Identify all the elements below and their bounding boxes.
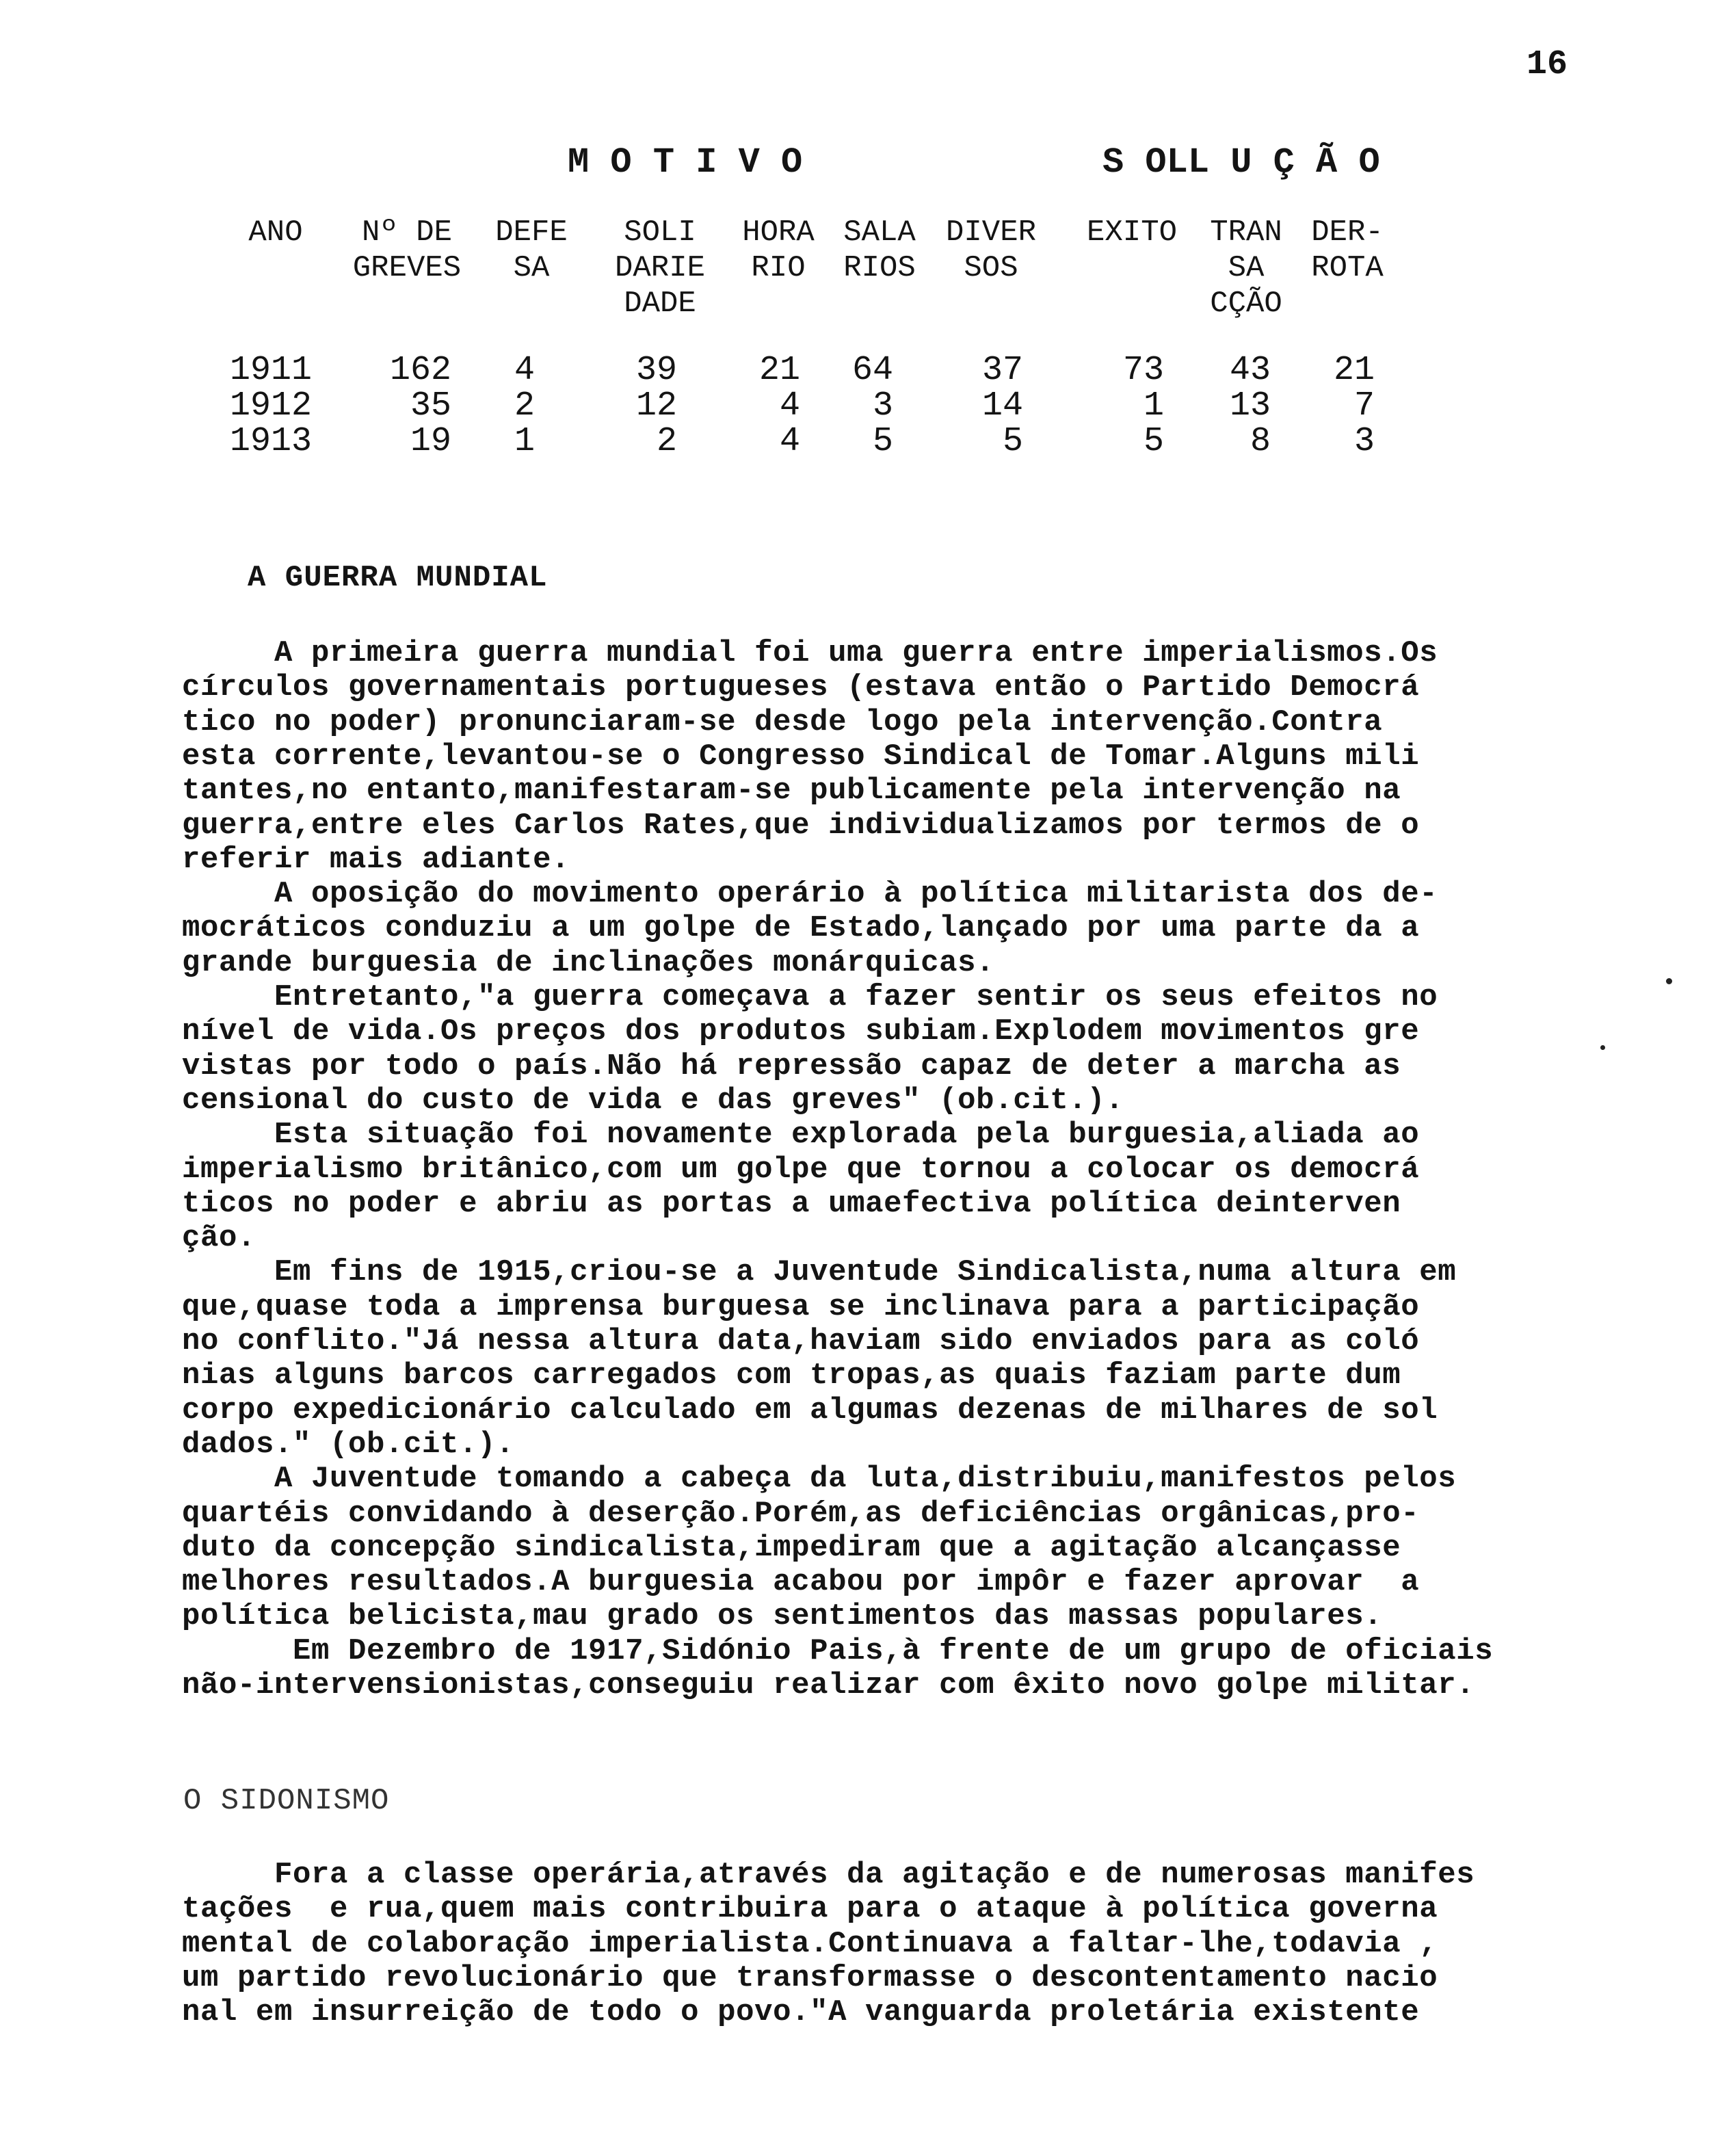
page-number: 16 bbox=[1527, 45, 1568, 84]
strikes-table bbox=[0, 0, 1718, 492]
table-cell: 37 bbox=[981, 351, 1023, 390]
text-line: que,quase toda a imprensa burguesa se inclinava para a participação bbox=[182, 1289, 1420, 1324]
text-line: A Juventude tomando a cabeça da luta,distribuiu,manifestos pelos bbox=[182, 1462, 1457, 1497]
section-heading: A GUERRA MUNDIAL bbox=[248, 561, 548, 595]
table-cell: 4 bbox=[779, 422, 800, 461]
table-cell: 7 bbox=[1353, 386, 1375, 425]
text-line: não-intervensionistas,conseguiu realizar com êxito novo golpe militar. bbox=[182, 1668, 1475, 1703]
text-line: política belicista,mau grado os sentimentos das massas populares. bbox=[182, 1599, 1383, 1634]
table-cell: 1 bbox=[1143, 386, 1164, 425]
motivo-header: M O T I V O bbox=[568, 142, 803, 183]
table-cell: 73 bbox=[1122, 351, 1164, 390]
table-cell: 5 bbox=[1002, 422, 1023, 461]
table-cell: 1913 bbox=[230, 422, 313, 461]
column-header: DIVER SOS bbox=[945, 215, 1037, 285]
text-line: censional do custo de vida e das greves" (ob.cit.). bbox=[182, 1083, 1124, 1118]
text-line: mocráticos conduziu a um golpe de Estado,lançado por uma parte da a bbox=[182, 911, 1420, 946]
text-line: referir mais adiante. bbox=[182, 842, 570, 877]
text-line: dados." (ob.cit.). bbox=[182, 1427, 515, 1462]
solucao-header: S OLL U Ç Ã O bbox=[1102, 142, 1380, 183]
text-line: grande burguesia de inclinações monárquicas. bbox=[182, 945, 995, 980]
text-line: A primeira guerra mundial foi uma guerra entre imperialismos.Os bbox=[182, 636, 1438, 670]
column-header: HORA RIO bbox=[742, 215, 815, 285]
table-cell: 3 bbox=[1353, 422, 1375, 461]
text-line: duto da concepção sindicalista,impediram que a agitação alcançasse bbox=[182, 1530, 1401, 1565]
column-header: DEFE SA bbox=[495, 215, 568, 285]
text-line: vistas por todo o país.Não há repressão capaz de deter a marcha as bbox=[182, 1049, 1401, 1083]
table-cell: 3 bbox=[872, 386, 893, 425]
text-line: A oposição do movimento operário à política militarista dos de- bbox=[182, 877, 1438, 912]
text-line: ticos no poder e abriu as portas a umaefectiva política deinterven bbox=[182, 1186, 1401, 1221]
table-cell: 14 bbox=[981, 386, 1023, 425]
text-line: guerra,entre eles Carlos Rates,que individualizamos por termos de o bbox=[182, 808, 1420, 843]
table-row bbox=[0, 386, 1718, 425]
table-cell: 1912 bbox=[230, 386, 313, 425]
text-line: nias alguns barcos carregados com tropas,as quais faziam parte dum bbox=[182, 1358, 1401, 1393]
text-line: Em fins de 1915,criou-se a Juventude Sindicalista,numa altura em bbox=[182, 1255, 1457, 1290]
text-line: ção. bbox=[182, 1221, 256, 1256]
table-cell: 43 bbox=[1229, 351, 1271, 390]
text-line: imperialismo britânico,com um golpe que tornou a colocar os democrá bbox=[182, 1152, 1420, 1187]
table-cell: 64 bbox=[851, 351, 893, 390]
table-cell: 12 bbox=[635, 386, 677, 425]
table-cell: 4 bbox=[514, 351, 535, 390]
section-heading: O SIDONISMO bbox=[183, 1784, 390, 1818]
text-line: mental de colaboração imperialista.Continuava a faltar-lhe,todavia , bbox=[182, 1926, 1438, 1961]
text-line: nal em insurreição de todo o povo."A vanguarda proletária existente bbox=[182, 1995, 1420, 2030]
text-line: nível de vida.Os preços dos produtos subiam.Explodem movimentos gre bbox=[182, 1014, 1420, 1049]
table-cell: 19 bbox=[410, 422, 451, 461]
paper-speck bbox=[1600, 1045, 1605, 1050]
text-line: corpo expedicionário calculado em algumas dezenas de milhares de sol bbox=[182, 1393, 1438, 1428]
table-cell: 35 bbox=[410, 386, 451, 425]
table-cell: 162 bbox=[389, 351, 451, 390]
paper-speck bbox=[1666, 978, 1672, 984]
text-line: quartéis convidando à deserção.Porém,as deficiências orgânicas,pro- bbox=[182, 1496, 1420, 1531]
text-line: tico no poder) pronunciaram-se desde logo pela intervenção.Contra bbox=[182, 705, 1383, 739]
text-line: Esta situação foi novamente explorada pela burguesia,aliada ao bbox=[182, 1118, 1420, 1153]
table-row bbox=[0, 353, 1718, 389]
table-cell: 1911 bbox=[230, 351, 313, 390]
text-line: melhores resultados.A burguesia acabou por impôr e fazer aprovar a bbox=[182, 1565, 1420, 1600]
table-row bbox=[0, 424, 1718, 460]
column-header: DER- ROTA bbox=[1311, 215, 1384, 285]
text-line: no conflito."Já nessa altura data,haviam sido enviados para as coló bbox=[182, 1324, 1420, 1358]
table-cell: 21 bbox=[758, 351, 800, 390]
column-header: SALA RIOS bbox=[843, 215, 916, 285]
table-cell: 2 bbox=[656, 422, 677, 461]
text-line: Em Dezembro de 1917,Sidónio Pais,à frente de um grupo de oficiais bbox=[182, 1633, 1494, 1668]
column-header: ANO bbox=[248, 215, 303, 250]
text-line: Entretanto,"a guerra começava a fazer sentir os seus efeitos no bbox=[182, 980, 1438, 1014]
column-header: Nº DE GREVES bbox=[352, 215, 462, 285]
text-line: tantes,no entanto,manifestaram-se publicamente pela intervenção na bbox=[182, 774, 1401, 808]
column-header: SOLI DARIE DADE bbox=[614, 215, 706, 321]
table-cell: 13 bbox=[1229, 386, 1271, 425]
table-cell: 1 bbox=[514, 422, 535, 461]
table-cell: 5 bbox=[1143, 422, 1164, 461]
table-cell: 2 bbox=[514, 386, 535, 425]
table-cell: 39 bbox=[635, 351, 677, 390]
table-cell: 5 bbox=[872, 422, 893, 461]
column-header: TRAN SA CÇÃO bbox=[1210, 215, 1282, 321]
table-cell: 21 bbox=[1333, 351, 1375, 390]
column-header: EXITO bbox=[1086, 215, 1178, 250]
text-line: Fora a classe operária,através da agitação e de numerosas manifes bbox=[182, 1858, 1475, 1892]
table-cell: 8 bbox=[1250, 422, 1271, 461]
text-line: círculos governamentais portugueses (estava então o Partido Democrá bbox=[182, 670, 1420, 705]
text-line: um partido revolucionário que transformasse o descontentamento nacio bbox=[182, 1960, 1438, 1995]
text-line: esta corrente,levantou-se o Congresso Sindical de Tomar.Alguns mili bbox=[182, 739, 1420, 774]
table-cell: 4 bbox=[779, 386, 800, 425]
text-line: tações e rua,quem mais contribuira para o ataque à política governa bbox=[182, 1892, 1438, 1927]
